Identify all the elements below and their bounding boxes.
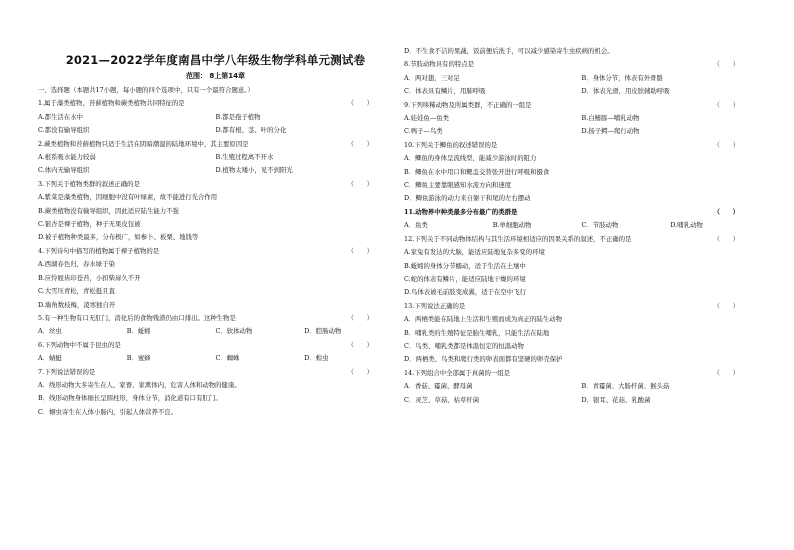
answer-option: D．鲫鱼游泳的动力来自躯干和尾的左右摆动 bbox=[404, 194, 531, 203]
answer-blank[interactable]: （ ） bbox=[347, 367, 373, 376]
left-column bbox=[38, 0, 393, 422]
answer-blank[interactable]: （ ） bbox=[713, 234, 739, 243]
answer-option: A．丝虫 bbox=[38, 327, 62, 336]
question-stem-line bbox=[38, 315, 393, 321]
answer-option: A．两栖类能在陆地上生活和生殖而成为真正的陆生动物 bbox=[404, 315, 562, 324]
question-stem: 3.下列关于植物类群的叙述正确的是 bbox=[38, 179, 140, 188]
answer-option: A．两对翅，三对足 bbox=[404, 73, 460, 82]
question-stem: 7.下列说法错误的是 bbox=[38, 367, 96, 376]
question-stem-line bbox=[404, 303, 759, 309]
question-stem: 12.下列关于不同动物体结构与其生活环境相适应的因果关系的叙述，不正确的是 bbox=[404, 234, 632, 243]
answer-option: D．两栖类、鸟类和爬行类的卵表面都有坚硬的卵壳保护 bbox=[404, 355, 563, 364]
answer-blank[interactable]: （ ） bbox=[347, 179, 373, 188]
answer-option: B．青霉菌、大肠杆菌、猴头菇 bbox=[581, 382, 670, 391]
answer-option: C.鸭子—鸟类 bbox=[404, 127, 443, 136]
answer-option: C.银杏是裸子植物，种子无果皮包被 bbox=[38, 220, 141, 229]
question bbox=[404, 209, 759, 229]
question-stem-line bbox=[38, 342, 393, 348]
question bbox=[38, 342, 393, 362]
answer-option: A.都生活在水中 bbox=[38, 112, 83, 121]
question-stem: 2.蕨类植物和苔藓植物只适于生活在阴暗潮湿的陆地环境中，其主要原因是 bbox=[38, 139, 249, 148]
answer-option: D.植物太矮小，见不到阳光 bbox=[215, 166, 293, 175]
question-stem: 14.下列组合中全部属于真菌的一组是 bbox=[404, 368, 511, 377]
question bbox=[38, 369, 393, 416]
answer-blank[interactable]: （ ） bbox=[713, 100, 739, 109]
question-stem: 10.下列关于鲫鱼的叙述错误的是 bbox=[404, 140, 498, 149]
answer-blank[interactable]: （ ） bbox=[347, 246, 373, 255]
answer-option: A.娃娃鱼—鱼类 bbox=[404, 114, 449, 123]
answer-option: B．蚯蚓 bbox=[126, 327, 151, 336]
question-stem-line bbox=[38, 100, 393, 106]
question bbox=[38, 181, 393, 241]
answer-blank[interactable]: （ ） bbox=[713, 301, 739, 310]
option-row bbox=[404, 222, 759, 228]
answer-option: B．哺乳类的生殖特征是胎生哺乳，只能生活在陆地 bbox=[404, 328, 550, 337]
answer-option: B．线形动物身体细长呈圆柱形，身体分节，消化道有口有肛门。 bbox=[38, 394, 222, 403]
question-stem-line bbox=[404, 61, 759, 67]
answer-option: A．鲫鱼的身体呈流线型，能减少游泳时的阻力 bbox=[404, 154, 537, 163]
answer-option: A．香菇、霉菌、酵母菌 bbox=[404, 382, 473, 391]
answer-option: D.扬子鳄—爬行动物 bbox=[581, 127, 640, 136]
answer-option: D.墙角数枝梅，凌寒独自开 bbox=[38, 300, 116, 309]
right-column bbox=[404, 0, 759, 410]
answer-blank[interactable]: （ ） bbox=[347, 313, 373, 322]
option-row bbox=[38, 328, 393, 334]
answer-option: C．节肢动物 bbox=[581, 221, 619, 230]
question bbox=[404, 236, 759, 296]
answer-option: B.都是孢子植物 bbox=[215, 112, 261, 121]
answer-option: A.根系吸水能力较弱 bbox=[38, 153, 96, 162]
answer-option: C．软体动物 bbox=[215, 327, 253, 336]
answer-option: D．蝗虫 bbox=[304, 354, 329, 363]
answer-option: C．体表具有鳞片，用肺呼吸 bbox=[404, 87, 486, 96]
option-row bbox=[38, 167, 393, 173]
answer-option: A．线形动物大多寄生在人、家畜、家禽体内，危害人体和动物的健康。 bbox=[38, 380, 241, 389]
question-stem-line bbox=[404, 209, 759, 215]
option-row bbox=[404, 88, 759, 94]
question-stem: 1.属于藻类植物、苔藓植物和蕨类植物共同特征的是 bbox=[38, 99, 185, 108]
answer-option: B．蜜蜂 bbox=[126, 354, 151, 363]
question bbox=[38, 248, 393, 308]
exam-scope: 范围： 8上第14章 bbox=[185, 72, 246, 80]
answer-blank[interactable]: （ ） bbox=[713, 60, 739, 69]
option-row bbox=[404, 383, 759, 389]
question-stem-line bbox=[404, 236, 759, 242]
answer-option: B.白鳍豚—哺乳动物 bbox=[581, 114, 640, 123]
answer-option: B．鲫鱼在水中用口和鳃盖交替张开进行呼吸和摄食 bbox=[404, 167, 550, 176]
right-questions bbox=[404, 48, 759, 403]
answer-option: C.都没有输导组织 bbox=[38, 126, 90, 135]
answer-option: D.被子植物种类最多，分布极广，如参卜、板栗、地钱等 bbox=[38, 233, 199, 242]
answer-option: A．蜻蜓 bbox=[38, 354, 62, 363]
question bbox=[404, 303, 759, 363]
answer-blank[interactable]: （ ） bbox=[347, 139, 373, 148]
question-stem: 8.节肢动物具有的特点是 bbox=[404, 60, 475, 69]
question-stem-line bbox=[404, 142, 759, 148]
answer-option: D．银耳、花菇、乳酸菌 bbox=[581, 395, 651, 404]
question-stem: 6.下列动物中不属于昆虫的是 bbox=[38, 340, 121, 349]
question-stem-line bbox=[38, 181, 393, 187]
answer-option: A.西湖春色归，春水绿于染 bbox=[38, 260, 115, 269]
answer-option: A．鱼类 bbox=[404, 221, 428, 230]
question-stem-line bbox=[38, 141, 393, 147]
answer-option: D．体表光滑，用皮肤辅助呼吸 bbox=[581, 87, 670, 96]
question-stem: 5.有一种生物有口无肛门，消化后的食物残渣仍由口排出。这种生物是 bbox=[38, 313, 236, 322]
question-stem-line bbox=[38, 369, 393, 375]
answer-blank[interactable]: （ ） bbox=[347, 99, 373, 108]
answer-option: C.大雪压青松，青松挺且直 bbox=[38, 287, 115, 296]
answer-blank[interactable]: （ ） bbox=[347, 340, 373, 349]
answer-blank[interactable]: （ ） bbox=[713, 140, 739, 149]
answer-option: C．蛔虫寄生在人体小肠内，引起人体营养不良。 bbox=[38, 407, 178, 416]
answer-option: C．鲫鱼主要靠眼感知水流方向和速度 bbox=[404, 181, 512, 190]
question bbox=[38, 141, 393, 174]
option-row bbox=[404, 75, 759, 81]
answer-option: D.都有根、茎、叶的分化 bbox=[215, 126, 287, 135]
question-stem-line bbox=[38, 248, 393, 254]
question bbox=[404, 142, 759, 202]
left-questions bbox=[38, 100, 393, 415]
option-row bbox=[38, 127, 393, 133]
exam-title: 2021—2022学年度南昌中学八年级生物学科单元测试卷 bbox=[65, 53, 366, 67]
question bbox=[38, 315, 393, 335]
question-stem: 13.下列说法正确的是 bbox=[404, 301, 466, 310]
option-row bbox=[38, 154, 393, 160]
answer-option: B.蚯蚓的身体分节蠕动，适于生活在土壤中 bbox=[404, 261, 526, 270]
question bbox=[404, 48, 759, 54]
answer-option: B.单细胞动物 bbox=[492, 221, 532, 230]
question-stem: 9.下列哆稀动物及所属类群，不正确的一组是 bbox=[404, 100, 532, 109]
answer-blank[interactable]: （ ） bbox=[713, 207, 739, 216]
question bbox=[404, 61, 759, 94]
question-stem: D．不生食不洁的果蔬，饭前便后洗手，可以减少感染寄生虫疾病的机会。 bbox=[404, 47, 614, 55]
answer-option: B．身体分节，体表有外骨骼 bbox=[581, 73, 663, 82]
question-stem: 4.下列诗句中描写的植物属于裸子植物的是 bbox=[38, 246, 160, 255]
answer-option: B.生殖过程离不开水 bbox=[215, 153, 274, 162]
answer-option: A.紫菜是藻类植物，因细胞中没有叶绿素，故不能进行光合作用 bbox=[38, 193, 218, 202]
question-stem-line bbox=[404, 102, 759, 108]
answer-option: B.应怜屐齿印苍苔，小扣柴扉久不开 bbox=[38, 273, 141, 282]
question bbox=[38, 100, 393, 133]
answer-option: C．蜘蛛 bbox=[215, 354, 240, 363]
option-row bbox=[404, 115, 759, 121]
question-stem-line bbox=[404, 48, 759, 54]
option-row bbox=[38, 355, 393, 361]
answer-option: B.蕨类植物没有输导组织，因此适应陆生能力不强 bbox=[38, 206, 179, 215]
answer-option: A.家兔有发达的大脑，能适应陆地复杂多变的环境 bbox=[404, 248, 545, 257]
answer-option: C．灵芝、草菇、枯草杆菌 bbox=[404, 395, 480, 404]
answer-option: C．鸟类、哺乳类都是体温恒定的恒温动物 bbox=[404, 341, 524, 350]
option-row bbox=[38, 114, 393, 120]
answer-option: D.鸟体表被毛前肢变成翼，适于在空中飞行 bbox=[404, 288, 526, 297]
question-stem: 11.动物界中种类最多分布最广的类群是 bbox=[404, 207, 518, 216]
option-row bbox=[404, 397, 759, 403]
answer-option: D.哺乳动物 bbox=[670, 221, 703, 230]
section-heading: 一、选择题（本题共17小题，每小题的四个选项中，只有一个最符合题意。） bbox=[38, 86, 254, 94]
question bbox=[404, 102, 759, 135]
answer-option: C.蛇的体表有鳞片，能适应陆地干燥的环境 bbox=[404, 274, 526, 283]
answer-option: D．腔肠动物 bbox=[304, 327, 342, 336]
answer-blank[interactable]: （ ） bbox=[713, 368, 739, 377]
question bbox=[404, 370, 759, 403]
option-row bbox=[404, 128, 759, 134]
question-stem-line bbox=[404, 370, 759, 376]
answer-option: C.体内无输导组织 bbox=[38, 166, 90, 175]
